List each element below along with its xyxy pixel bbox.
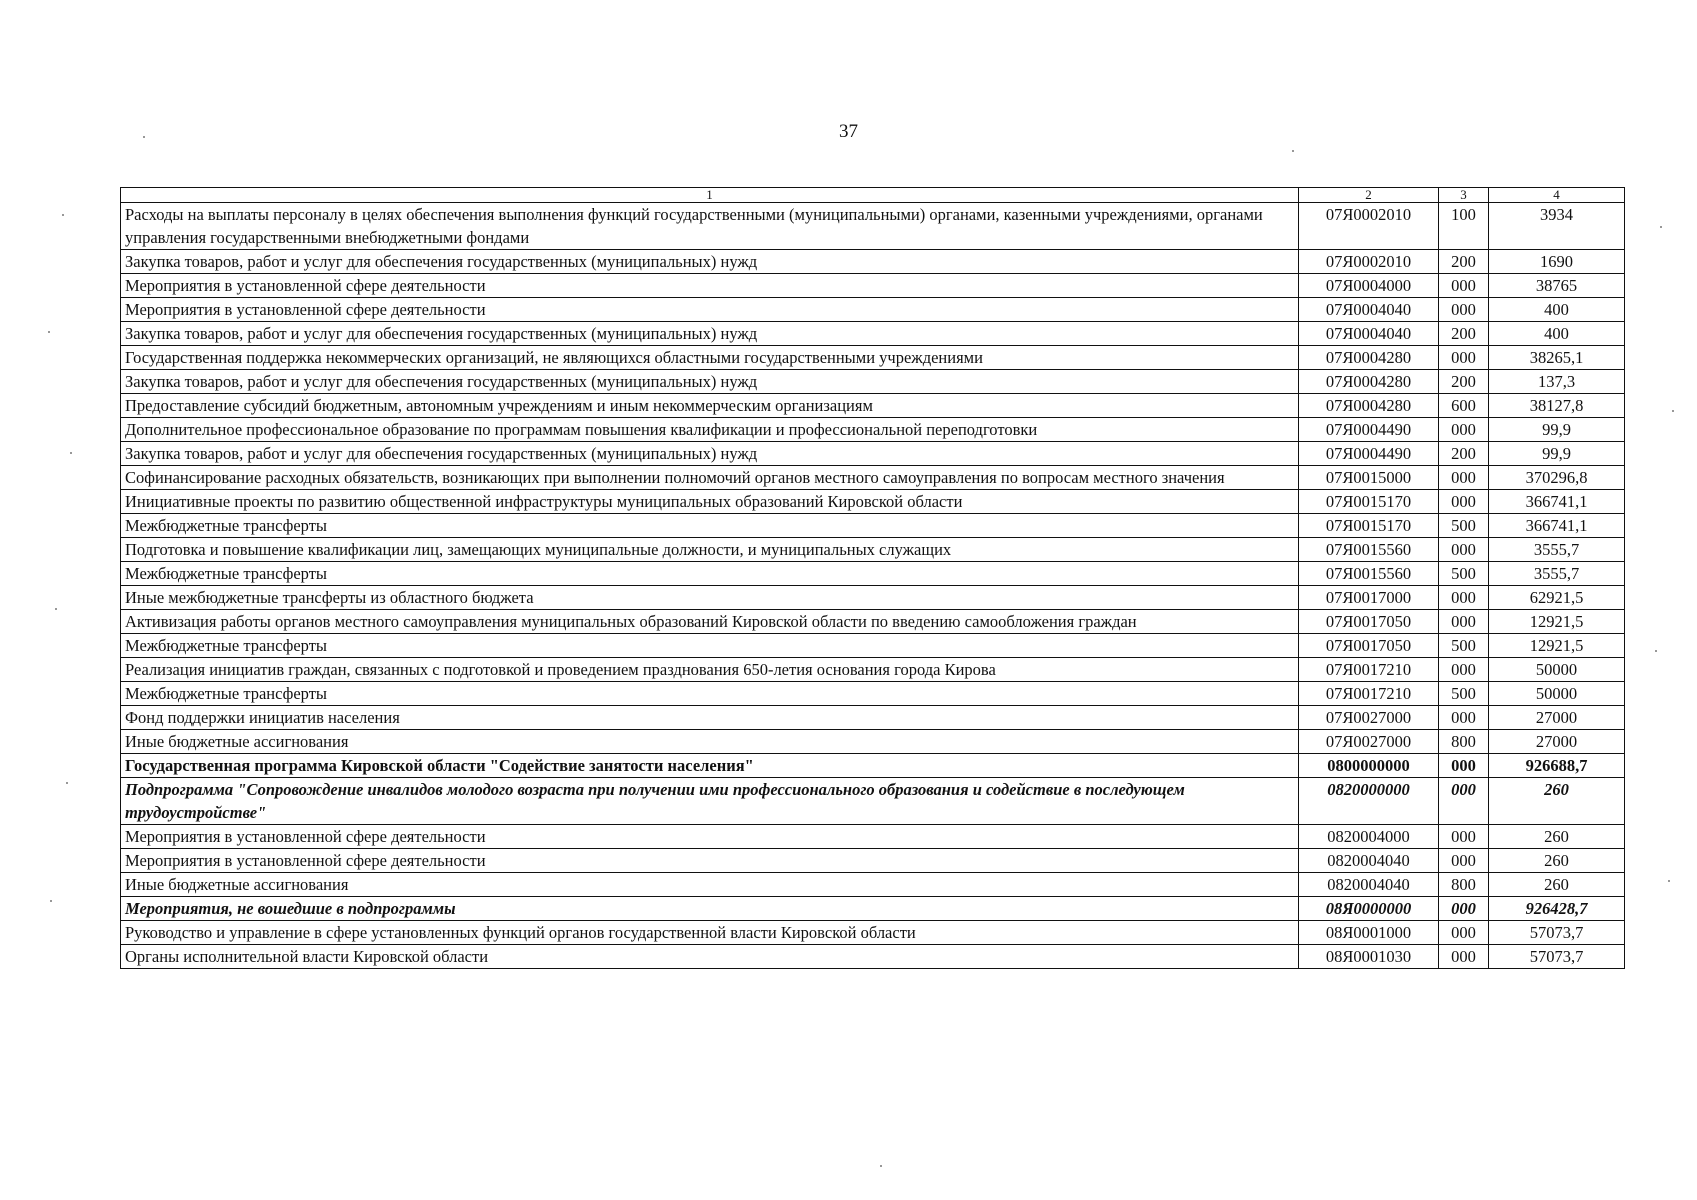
- row-amount-cell: 57073,7: [1489, 945, 1625, 969]
- row-kind-cell: 000: [1439, 538, 1489, 562]
- row-kind-cell: 100: [1439, 203, 1489, 250]
- table-row: [121, 586, 1625, 610]
- row-name-cell: Мероприятия в установленной сфере деятельности: [121, 825, 1299, 849]
- table-row: [121, 442, 1625, 466]
- row-code-cell: 07Я0015000: [1299, 466, 1439, 490]
- table-row: [121, 897, 1625, 921]
- row-amount-cell: 50000: [1489, 658, 1625, 682]
- column-header-amount: 4: [1489, 188, 1625, 203]
- row-amount-cell: 137,3: [1489, 370, 1625, 394]
- row-name-cell: Руководство и управление в сфере установленных функций органов государственной власти Кировской области: [121, 921, 1299, 945]
- row-amount-cell: 3934: [1489, 203, 1625, 250]
- row-kind-cell: 000: [1439, 754, 1489, 778]
- scan-speck: [1668, 880, 1670, 882]
- row-code-cell: 07Я0004000: [1299, 274, 1439, 298]
- row-name-cell: Межбюджетные трансферты: [121, 682, 1299, 706]
- row-code-cell: 07Я0015560: [1299, 538, 1439, 562]
- row-amount-cell: 99,9: [1489, 442, 1625, 466]
- row-kind-cell: 200: [1439, 250, 1489, 274]
- row-kind-cell: 000: [1439, 346, 1489, 370]
- row-name-cell: Реализация инициатив граждан, связанных с подготовкой и проведением празднования 650-летия основания города Кирова: [121, 658, 1299, 682]
- row-name-cell: Межбюджетные трансферты: [121, 514, 1299, 538]
- row-code-cell: 08Я0000000: [1299, 897, 1439, 921]
- row-name-cell: Фонд поддержки инициатив населения: [121, 706, 1299, 730]
- scan-speck: [62, 214, 64, 216]
- scan-speck: [880, 1165, 882, 1167]
- row-name-cell: Инициативные проекты по развитию общественной инфраструктуры муниципальных образований Кировской области: [121, 490, 1299, 514]
- scan-speck: [70, 452, 72, 454]
- row-kind-cell: 500: [1439, 682, 1489, 706]
- row-kind-cell: 000: [1439, 274, 1489, 298]
- row-name-cell: Иные межбюджетные трансферты из областного бюджета: [121, 586, 1299, 610]
- row-name-cell: Мероприятия, не вошедшие в подпрограммы: [121, 897, 1299, 921]
- table-row: [121, 706, 1625, 730]
- scan-speck: [1292, 150, 1294, 152]
- row-code-cell: 0820004040: [1299, 873, 1439, 897]
- row-amount-cell: 50000: [1489, 682, 1625, 706]
- row-amount-cell: 926688,7: [1489, 754, 1625, 778]
- table-body: [121, 203, 1625, 969]
- column-header-code: 2: [1299, 188, 1439, 203]
- table-row: [121, 203, 1625, 250]
- row-kind-cell: 000: [1439, 418, 1489, 442]
- row-amount-cell: 400: [1489, 322, 1625, 346]
- scan-speck: [1672, 410, 1674, 412]
- row-amount-cell: 260: [1489, 778, 1625, 825]
- row-code-cell: 08Я0001030: [1299, 945, 1439, 969]
- row-code-cell: 0820004000: [1299, 825, 1439, 849]
- row-code-cell: 07Я0015560: [1299, 562, 1439, 586]
- row-kind-cell: 000: [1439, 849, 1489, 873]
- row-name-cell: Мероприятия в установленной сфере деятельности: [121, 849, 1299, 873]
- row-code-cell: 07Я0015170: [1299, 490, 1439, 514]
- table-row: [121, 634, 1625, 658]
- row-code-cell: 07Я0015170: [1299, 514, 1439, 538]
- row-amount-cell: 926428,7: [1489, 897, 1625, 921]
- row-name-cell: Активизация работы органов местного самоуправления муниципальных образований Кировской области по введению самообложения граждан: [121, 610, 1299, 634]
- row-code-cell: 07Я0017050: [1299, 610, 1439, 634]
- row-kind-cell: 000: [1439, 466, 1489, 490]
- row-code-cell: 0820004040: [1299, 849, 1439, 873]
- table-row: [121, 873, 1625, 897]
- row-code-cell: 08Я0001000: [1299, 921, 1439, 945]
- table-row: [121, 945, 1625, 969]
- row-kind-cell: 200: [1439, 322, 1489, 346]
- row-name-cell: Мероприятия в установленной сфере деятельности: [121, 298, 1299, 322]
- row-code-cell: 0800000000: [1299, 754, 1439, 778]
- table-row: [121, 490, 1625, 514]
- table-row: [121, 562, 1625, 586]
- table-row: [121, 682, 1625, 706]
- table-row: [121, 610, 1625, 634]
- row-amount-cell: 400: [1489, 298, 1625, 322]
- table-row: [121, 921, 1625, 945]
- table-row: [121, 514, 1625, 538]
- row-kind-cell: 000: [1439, 778, 1489, 825]
- row-name-cell: Расходы на выплаты персоналу в целях обеспечения выполнения функций государственными (муниципальными) органами, казенными учреждениями, органами управления государственными внебюджетными фондами: [121, 203, 1299, 250]
- row-amount-cell: 1690: [1489, 250, 1625, 274]
- table-row: [121, 825, 1625, 849]
- row-name-cell: Межбюджетные трансферты: [121, 562, 1299, 586]
- row-name-cell: Иные бюджетные ассигнования: [121, 730, 1299, 754]
- row-kind-cell: 000: [1439, 658, 1489, 682]
- row-name-cell: Закупка товаров, работ и услуг для обеспечения государственных (муниципальных) нужд: [121, 250, 1299, 274]
- row-kind-cell: 000: [1439, 825, 1489, 849]
- row-amount-cell: 370296,8: [1489, 466, 1625, 490]
- row-amount-cell: 38127,8: [1489, 394, 1625, 418]
- row-code-cell: 07Я0004040: [1299, 298, 1439, 322]
- table-row: [121, 250, 1625, 274]
- row-amount-cell: 12921,5: [1489, 610, 1625, 634]
- scan-speck: [1655, 650, 1657, 652]
- scan-speck: [48, 331, 50, 333]
- row-amount-cell: 260: [1489, 825, 1625, 849]
- row-name-cell: Дополнительное профессиональное образование по программам повышения квалификации и профессиональной переподготовки: [121, 418, 1299, 442]
- row-code-cell: 07Я0002010: [1299, 250, 1439, 274]
- table-row: [121, 754, 1625, 778]
- row-kind-cell: 200: [1439, 442, 1489, 466]
- row-name-cell: Органы исполнительной власти Кировской области: [121, 945, 1299, 969]
- row-code-cell: 07Я0027000: [1299, 730, 1439, 754]
- row-amount-cell: 27000: [1489, 730, 1625, 754]
- row-amount-cell: 27000: [1489, 706, 1625, 730]
- row-kind-cell: 500: [1439, 514, 1489, 538]
- row-code-cell: 07Я0004040: [1299, 322, 1439, 346]
- row-name-cell: Подготовка и повышение квалификации лиц, замещающих муниципальные должности, и муниципальных служащих: [121, 538, 1299, 562]
- row-name-cell: Закупка товаров, работ и услуг для обеспечения государственных (муниципальных) нужд: [121, 370, 1299, 394]
- row-amount-cell: 366741,1: [1489, 514, 1625, 538]
- column-header-kind: 3: [1439, 188, 1489, 203]
- row-name-cell: Закупка товаров, работ и услуг для обеспечения государственных (муниципальных) нужд: [121, 322, 1299, 346]
- table-row: [121, 322, 1625, 346]
- row-code-cell: 07Я0004280: [1299, 346, 1439, 370]
- row-kind-cell: 800: [1439, 730, 1489, 754]
- scan-speck: [66, 782, 68, 784]
- row-amount-cell: 260: [1489, 873, 1625, 897]
- table-row: [121, 346, 1625, 370]
- table-row: [121, 298, 1625, 322]
- row-code-cell: 07Я0017000: [1299, 586, 1439, 610]
- header-row: [121, 188, 1625, 203]
- row-amount-cell: 38765: [1489, 274, 1625, 298]
- row-kind-cell: 000: [1439, 945, 1489, 969]
- row-name-cell: Подпрограмма "Сопровождение инвалидов молодого возраста при получении ими профессионального образования и содействие в последующем трудоустройстве": [121, 778, 1299, 825]
- budget-table: [120, 187, 1625, 969]
- row-kind-cell: 000: [1439, 610, 1489, 634]
- table-row: [121, 849, 1625, 873]
- table-header: [121, 188, 1625, 203]
- row-code-cell: 0820000000: [1299, 778, 1439, 825]
- row-name-cell: Межбюджетные трансферты: [121, 634, 1299, 658]
- row-kind-cell: 000: [1439, 706, 1489, 730]
- row-amount-cell: 260: [1489, 849, 1625, 873]
- row-kind-cell: 500: [1439, 634, 1489, 658]
- row-code-cell: 07Я0004280: [1299, 394, 1439, 418]
- row-kind-cell: 200: [1439, 370, 1489, 394]
- row-kind-cell: 800: [1439, 873, 1489, 897]
- row-name-cell: Софинансирование расходных обязательств, возникающих при выполнении полномочий органов местного самоуправления по вопросам местного значения: [121, 466, 1299, 490]
- row-name-cell: Иные бюджетные ассигнования: [121, 873, 1299, 897]
- row-code-cell: 07Я0027000: [1299, 706, 1439, 730]
- table-row: [121, 730, 1625, 754]
- row-code-cell: 07Я0004280: [1299, 370, 1439, 394]
- row-code-cell: 07Я0017210: [1299, 682, 1439, 706]
- row-amount-cell: 12921,5: [1489, 634, 1625, 658]
- row-amount-cell: 366741,1: [1489, 490, 1625, 514]
- row-code-cell: 07Я0004490: [1299, 442, 1439, 466]
- scan-speck: [1660, 226, 1662, 228]
- row-code-cell: 07Я0004490: [1299, 418, 1439, 442]
- scan-speck: [50, 900, 52, 902]
- scan-speck: [55, 608, 57, 610]
- row-amount-cell: 62921,5: [1489, 586, 1625, 610]
- table-row: [121, 274, 1625, 298]
- scan-speck: [143, 136, 145, 138]
- row-code-cell: 07Я0017210: [1299, 658, 1439, 682]
- row-name-cell: Предоставление субсидий бюджетным, автономным учреждениям и иным некоммерческим организациям: [121, 394, 1299, 418]
- page-number: 37: [839, 121, 858, 142]
- row-kind-cell: 000: [1439, 921, 1489, 945]
- row-name-cell: Мероприятия в установленной сфере деятельности: [121, 274, 1299, 298]
- table-row: [121, 370, 1625, 394]
- row-name-cell: Государственная поддержка некоммерческих организаций, не являющихся областными государственными учреждениями: [121, 346, 1299, 370]
- table-row: [121, 538, 1625, 562]
- table-row: [121, 418, 1625, 442]
- table-row: [121, 658, 1625, 682]
- row-amount-cell: 3555,7: [1489, 562, 1625, 586]
- row-kind-cell: 500: [1439, 562, 1489, 586]
- row-kind-cell: 000: [1439, 298, 1489, 322]
- row-amount-cell: 99,9: [1489, 418, 1625, 442]
- row-kind-cell: 000: [1439, 490, 1489, 514]
- row-kind-cell: 600: [1439, 394, 1489, 418]
- table-row: [121, 466, 1625, 490]
- row-amount-cell: 57073,7: [1489, 921, 1625, 945]
- table-row: [121, 778, 1625, 825]
- row-amount-cell: 3555,7: [1489, 538, 1625, 562]
- column-header-name: 1: [121, 188, 1299, 203]
- table-row: [121, 394, 1625, 418]
- row-name-cell: Государственная программа Кировской области "Содействие занятости населения": [121, 754, 1299, 778]
- row-amount-cell: 38265,1: [1489, 346, 1625, 370]
- row-kind-cell: 000: [1439, 897, 1489, 921]
- row-code-cell: 07Я0017050: [1299, 634, 1439, 658]
- row-code-cell: 07Я0002010: [1299, 203, 1439, 250]
- row-name-cell: Закупка товаров, работ и услуг для обеспечения государственных (муниципальных) нужд: [121, 442, 1299, 466]
- row-kind-cell: 000: [1439, 586, 1489, 610]
